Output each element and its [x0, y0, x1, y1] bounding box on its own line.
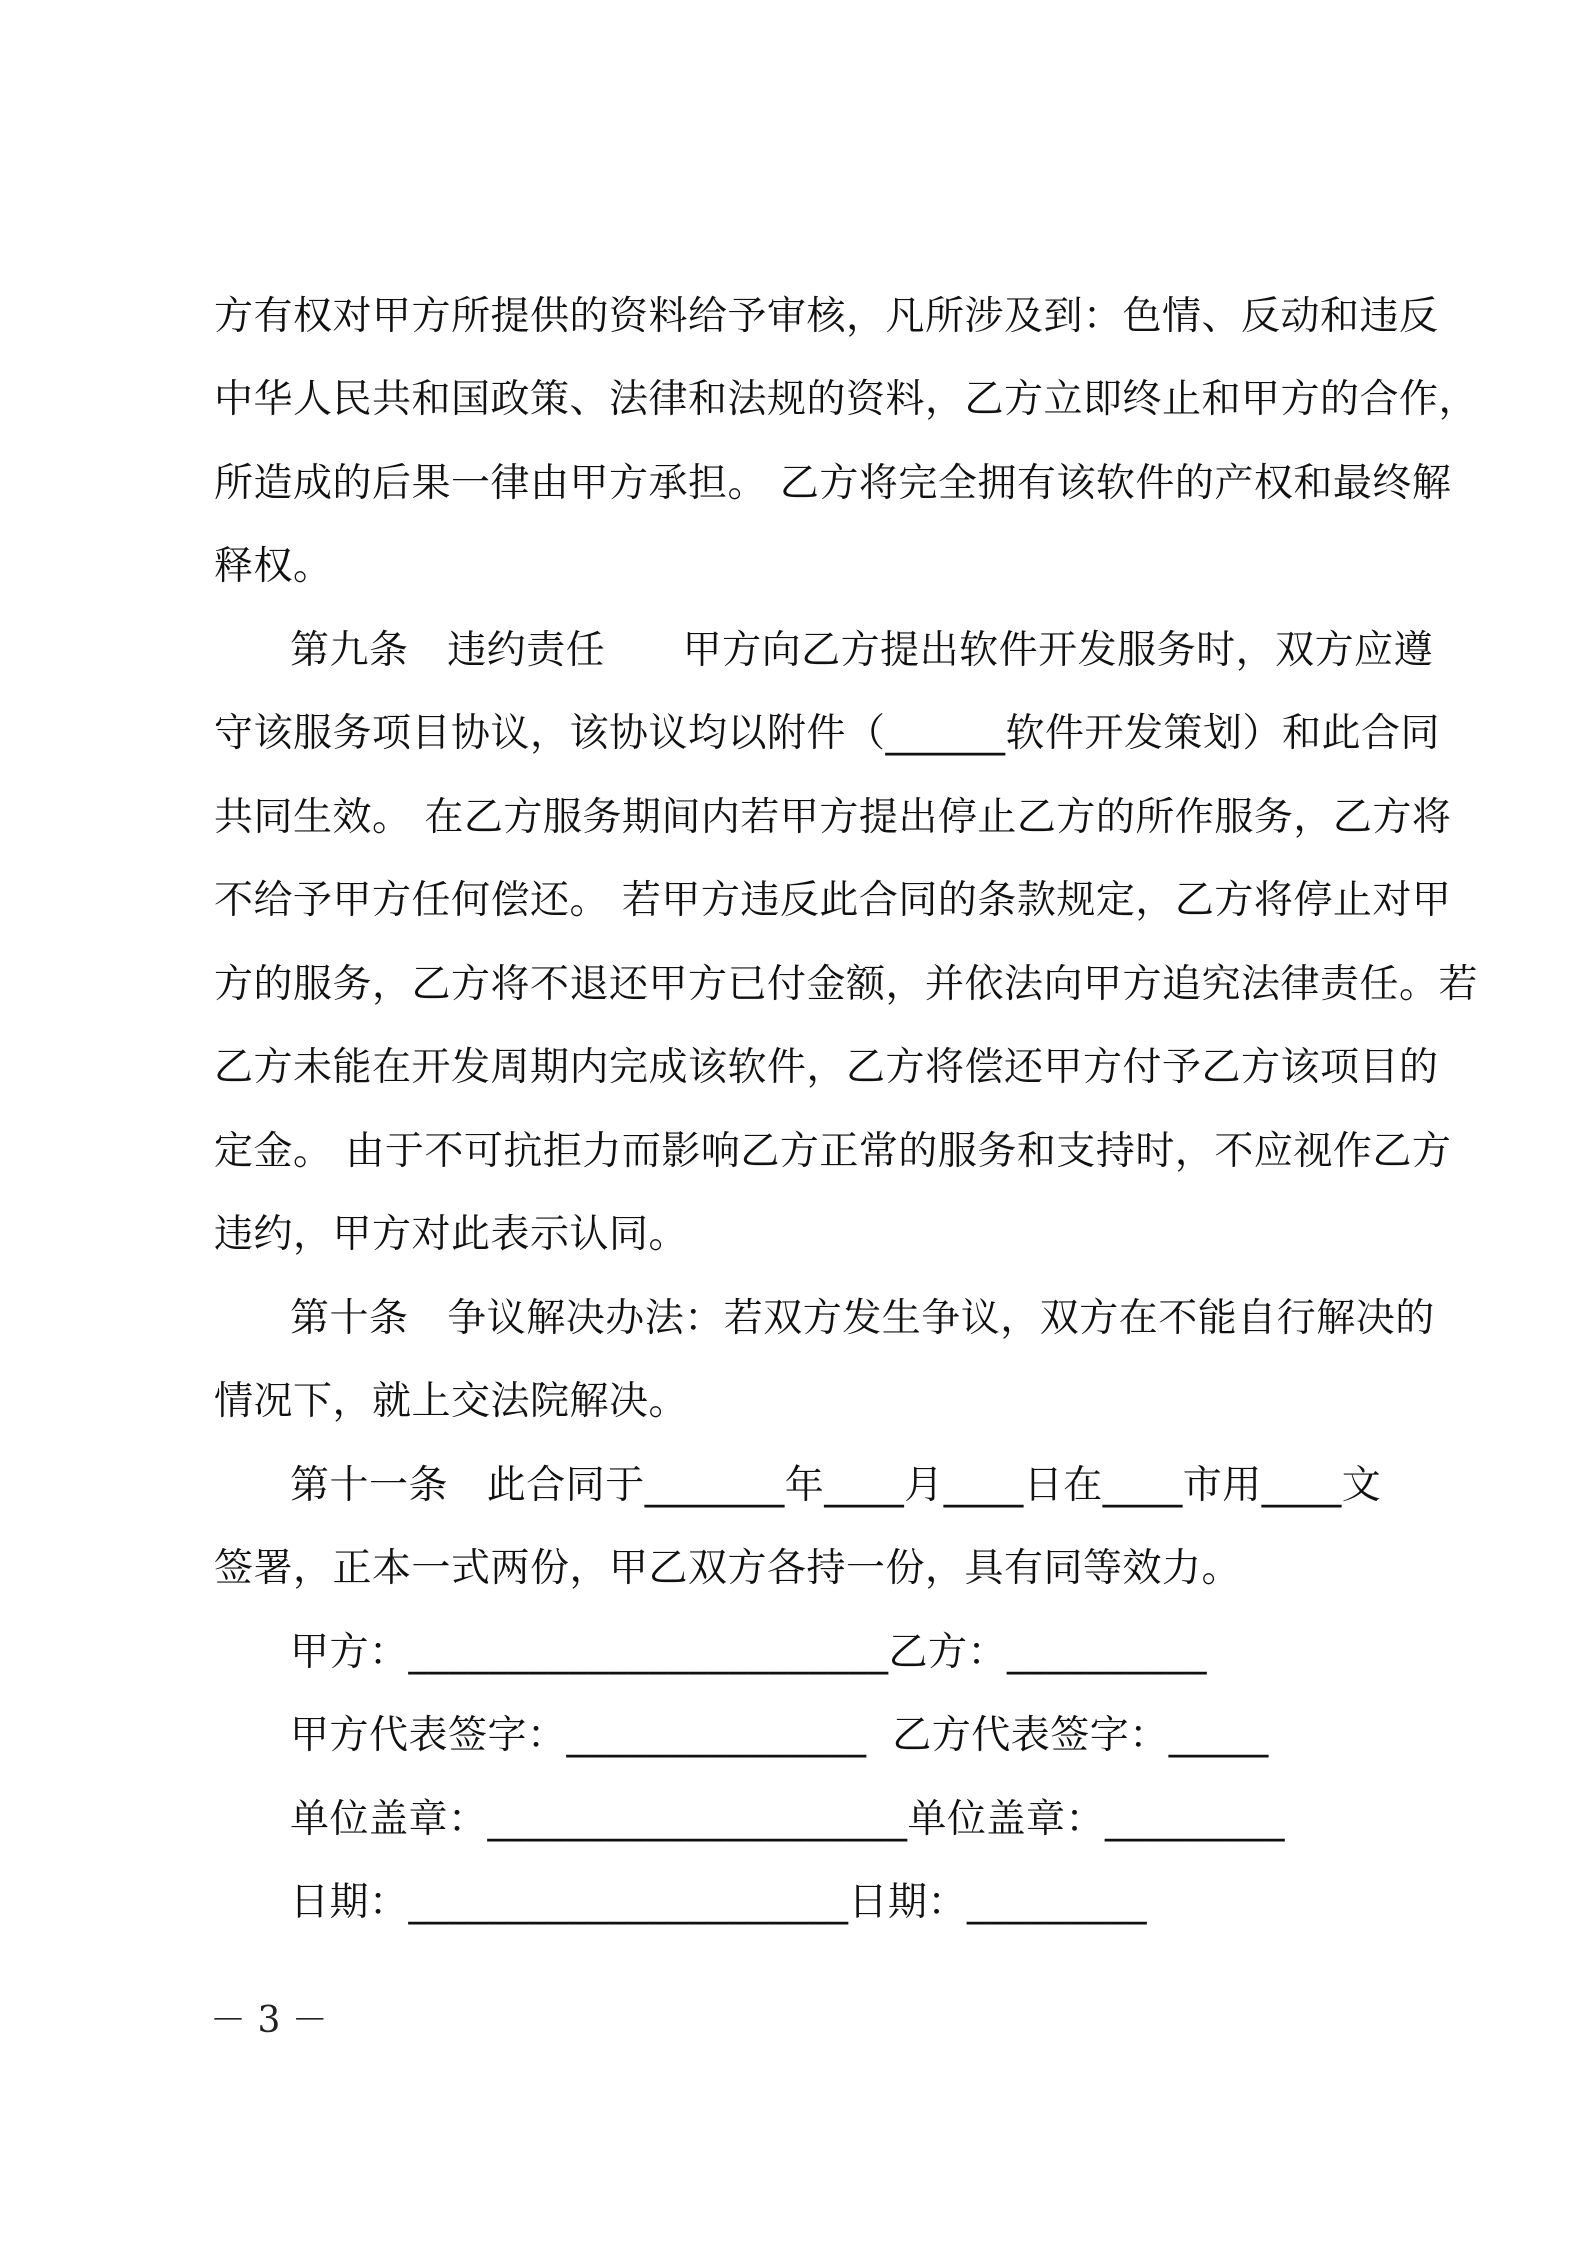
text-line: 中华人民共和国政策、法律和法规的资料，乙方立即终止和甲方的合作，	[214, 377, 1479, 422]
text-line: 守该服务项目协议，该协议均以附件（______软件开发策划）和此合同	[214, 711, 1441, 756]
text-line: 定金。 由于不可抗拒力而影响乙方正常的服务和支持时，不应视作乙方	[214, 1129, 1452, 1174]
text-line: 所造成的后果一律由甲方承担。 乙方将完全拥有该软件的产权和最终解	[214, 461, 1452, 506]
article-eleven-heading-line: 第十一条 此合同于_______年____月____日在____市用____文	[290, 1463, 1382, 1508]
signature-seal-line: 单位盖章：_____________________单位盖章：_________	[290, 1797, 1286, 1842]
text-line: 方有权对甲方所提供的资料给予审核，凡所涉及到：色情、反动和违反	[214, 294, 1439, 339]
text-line: 乙方未能在开发周期内完成该软件，乙方将偿还甲方付予乙方该项目的	[214, 1045, 1439, 1090]
text-line: 签署，正本一式两份，甲乙双方各持一份，具有同等效力。	[214, 1546, 1242, 1591]
signature-date-line: 日期：______________________日期：_________	[290, 1880, 1148, 1925]
text-line: 释权。	[214, 544, 333, 589]
article-nine-heading-line: 第九条 违约责任 甲方向乙方提出软件开发服务时，双方应遵	[290, 628, 1434, 673]
article-ten-heading-line: 第十条 争议解决办法：若双方发生争议，双方在不能自行解决的	[290, 1296, 1435, 1341]
page-number: － 3 －	[210, 2000, 328, 2041]
text-line: 违约，甲方对此表示认同。	[214, 1212, 689, 1257]
text-line: 情况下，就上交法院解决。	[214, 1379, 689, 1424]
text-line: 不给予甲方任何偿还。 若甲方违反此合同的条款规定，乙方将停止对甲	[214, 878, 1452, 923]
text-line: 共同生效。 在乙方服务期间内若甲方提出停止乙方的所作服务，乙方将	[214, 795, 1452, 840]
signature-party-line: 甲方：________________________乙方：__________	[290, 1630, 1208, 1675]
text-line: 方的服务，乙方将不退还甲方已付金额，并依法向甲方追究法律责任。若	[214, 962, 1479, 1007]
signature-representative-line: 甲方代表签字：_______________ 乙方代表签字：_____	[290, 1713, 1269, 1758]
